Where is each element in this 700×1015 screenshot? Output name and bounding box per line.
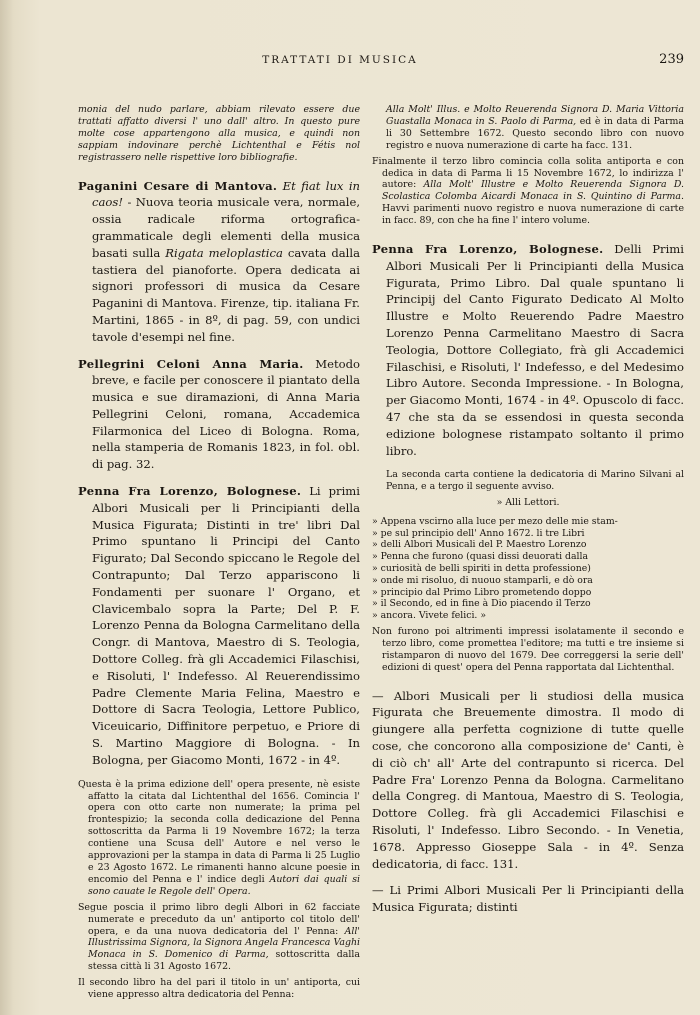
quote-line: » curiosità de belli spiriti in detta professione) (372, 563, 591, 575)
right-column (372, 104, 684, 926)
entry-heading: Pellegrini Celoni Anna Maria. (78, 356, 304, 371)
quote-line: » principio dal Primo Libro prometendo doppo (372, 586, 592, 598)
note-paragraph: Segue poscia il primo libro degli Albori in 62 facciate numerate e preceduto da un' antiporto col titolo dell' opera, e da una nuova dedicatoria del l' Penna: All' Illustrissima Signora, la Signora Angela Francesca Vaghi Monaca in S. Domenico di Parma, sottoscritta dalla stessa città li 31 Agosto 1672. (78, 901, 361, 973)
running-title: TRATTATI DI MUSICA (262, 54, 418, 66)
entry-penna-1 (78, 483, 360, 769)
quote-line: » onde mi risoluo, di nuouo stamparli, e dò ora (372, 574, 593, 586)
entry-body: Metodo breve, e facile per conoscere il piantato della musica e sue diramazioni, di Anna Maria Pellegrini Celoni, romana, Accademica Filarmonica del Liceo di Bologna. Roma, nella stamperia de Romanis 1823, in fol. obl. di pag. 32. (92, 356, 361, 472)
quote-line: » ancora. Vivete felici. » (372, 610, 487, 622)
entry-heading: Penna Fra Lorenzo, Bolognese. (78, 484, 302, 499)
entry-penna-3: — Albori Musicali per li studiosi della musica Figurata che Breuemente dimostra. Il modo di giungere alla perfetta cognizione di tutte quelle cose, che concorono alla composizione de' Canti, è di ciò ch' all' Arte del contrapunto si ricerca. Del Padre Fra' Lorenzo Penna da Bologna. Carmelitano della Congreg. di Mantoua, Maestro di S. Teologia, Dottore Colleg. frà gli Accademici Filaschisi e Risoluti, l' Indefesso. Libro Secondo. - In Venetia, 1678. Appresso Gioseppe Sala - in 4º. Senza dedicatoria, di facc. 131. (372, 688, 684, 871)
note-paragraph: La seconda carta contiene la dedicatoria di Marino Silvani al Penna, e a tergo il seguente avviso. (386, 469, 684, 493)
entry-pellegrini (78, 356, 360, 474)
entry-body: - Nuova teoria musicale vera, normale, ossia radicale riforma ortografica-grammaticale degli elementi della musica basati sulla (92, 195, 361, 260)
note-paragraph: Questa è la prima edizione dell' opera presente, nè esiste affatto la citata dal Lichtenthal del 1656. Comincia l' opera con otto carte non numerate; la prima pel frontespizio; la seconda colla dedicazione del Penna sottoscritta da Parma li 19 Novembre 1672; la terza contiene una Scusa dell' Autore e nel verso le approvazioni per la stampa in data di Parma li 25 Luglio e 23 Agosto 1672. Le rimanenti hanno alcune poesie in encomio del Penna e l' indice degli Autori dai quali si sono cauate le Regole dell' Opera. (78, 778, 360, 897)
left-column (78, 104, 360, 1005)
note-paragraph: Il secondo libro ha del pari il titolo in un' antiporta, cui viene appresso altra dedicatoria del Penna: (78, 977, 360, 1001)
page-number: 239 (659, 52, 684, 67)
quote-line: » delli Albori Musicali del P. Maestro Lorenzo (372, 539, 587, 551)
quote-line: » Penna che furono (quasi dissi deuorati dalla (372, 551, 588, 563)
entry-title: Rigata meloplastica (165, 245, 283, 260)
note-paragraph: Non furono poi altrimenti impressi isolatamente il secondo e terzo libro, come promettea l'editore; ma tutti e tre insieme si ristamparon di nuovo del 1679. Dee correggersi la serie dell' edizioni di quest' opera del Penna rapportata dal Lichtenthal. (372, 626, 684, 673)
quote-line: » pe sul principio dell' Anno 1672. li tre Libri (372, 527, 585, 539)
entry-heading: Paganini Cesare di Mantova. (78, 178, 278, 193)
quote-line: » Appena vscirno alla luce per mezo delle mie stam- (372, 515, 618, 527)
entry-body: Delli Primi Albori Musicali Per li Principianti della Musica Figurata, Primo Libro. Dal quale spuntano li Principij del Canto Figurato Dedicato Al Molto Illustre e Molto Reuerendo Padre Maestro Lorenzo Penna Carmelitano Maestro di Sacra Teologia, Dottore Collegiato, frà gli Accademici Filaschisi, e Risoluti, l' Indefesso, e del Medesimo Libro Autore. Seconda Impressione. - In Bologna, per Giacomo Monti, 1674 - in 4º. Opuscolo di facc. 47 che sta da se essendosi in questa seconda edizione bolognese ristampato soltanto il primo libro. (386, 242, 684, 458)
note-paragraph: Alla Molt' Illus. e Molto Reuerenda Signora D. Maria Vittoria Guastalla Monaca in S. Paolo di Parma, ed è in data di Parma li 30 Settembre 1672. Questo secondo libro con nuovo registro e nuova numerazione di carte ha facc. 131. (386, 104, 685, 151)
entry-paganini (78, 178, 360, 346)
entry-title: Et fiat lux in caos! (92, 178, 361, 210)
entry-penna-4: — Li Primi Albori Musicali Per li Principianti della Musica Figurata; distinti (372, 883, 684, 915)
quoted-notice (372, 516, 684, 622)
note-paragraph: Finalmente il terzo libro comincia colla solita antiporta e con dedica in data di Parma li 15 Novembre 1672, lo indirizza l' autore: Alla Molt' Illustre e Molto Reuerenda Signora D. Scolastica Colomba Aicardi Monaca in S. Quintino di Parma. Havvi parimenti nuovo registro e nuova numerazione di carte in facc. 89, con che ha fine l' intero volume. (372, 155, 684, 227)
entry-body: cavata dalla tastiera del pianoforte. Opera dedicata ai signori professori di musica da Cesare Paganini di Mantova. Firenze, tip. italiana Fr. Martini, 1865 - in 8º, di pag. 59, con undici tavole d'esempi nel fine. (92, 245, 360, 344)
entry-penna-2 (372, 241, 684, 459)
entry-heading: Penna Fra Lorenzo, Bolognese. (372, 242, 604, 257)
page-header (100, 50, 690, 72)
entry-body: Li primi Albori Musicali per li Principianti della Musica Figurata; Distinti in tre' libri Dal Primo spuntano li Principi del Canto Figurato; Dal Secondo spiccano le Regole del Contrapunto; Dal Terzo appariscono li Fondamenti per suonare l' Organo, et Clavicembalo sopra la Parte; Del P. F. Lorenzo Penna da Bologna Carmelitano della Congr. di Mantova, Maestro di S. Teologia, Dottore Colleg. frà gli Accademici Filaschisi, e Risoluti, l' Indefesso. Al Reuerendissimo Padre Clemente Maria Felina, Maestro e Dottore di Sacra Teologia, Lettore Publico, Viceuicario, Diffinitore perpetuo, e Priore di S. Martino Maggiore di Bologna. - In Bologna, per Giacomo Monti, 1672 - in 4º. (92, 484, 360, 767)
quote-line: » il Secondo, ed in fine à Dio piacendo il Terzo (372, 598, 591, 610)
continued-note: monia del nudo parlare, abbiam rilevato essere due trattati affatto diversi l' uno dall' altro. In questo pure molte cose appartengono alla musica, e quindi non sappiam indovinare perchè Lichtenthal e Fétis nol registrassero nelle rispettive loro bibliografie. (78, 104, 360, 163)
quote-heading: » Alli Lettori. (496, 497, 560, 509)
